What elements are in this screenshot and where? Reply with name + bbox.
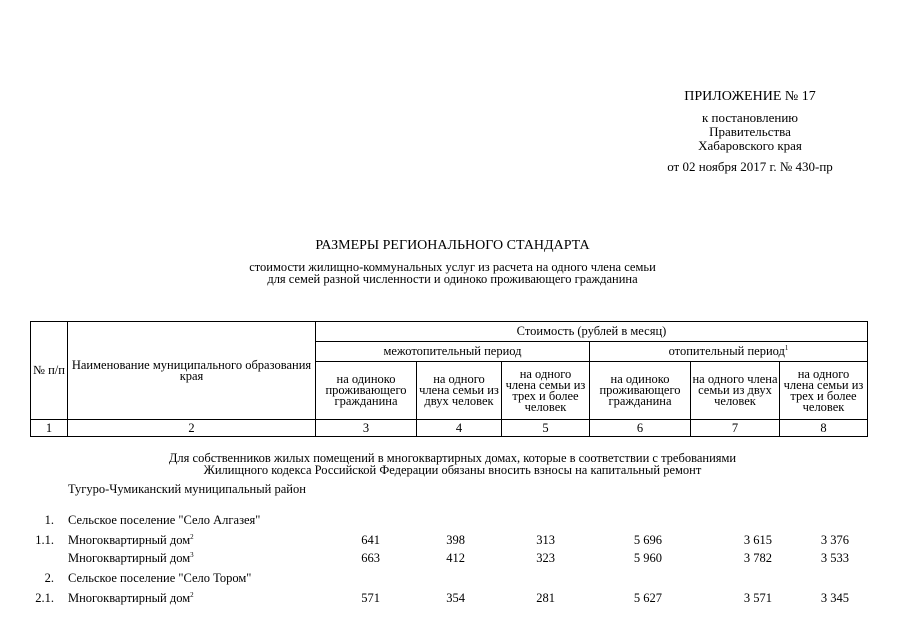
- subtitle-line-2: для семей разной численности и одиноко проживающего гражданина: [267, 272, 638, 286]
- table-row: [0, 571, 905, 586]
- row-value: 3 345: [820, 591, 849, 605]
- header-name: Наименование муниципального образования края: [68, 322, 316, 420]
- row-value: 3 376: [820, 533, 849, 547]
- column-index: 8: [780, 420, 868, 437]
- attachment-line-2: Правительства: [709, 124, 791, 139]
- footnote-marker: 2: [190, 590, 194, 599]
- header-number: № п/п: [31, 322, 68, 420]
- header-heating-period: [590, 342, 868, 362]
- column-index: 5: [502, 420, 590, 437]
- column-index: 2: [68, 420, 316, 437]
- attachment-line-1: к постановлению: [701, 110, 799, 125]
- row-value: 412: [446, 551, 465, 565]
- row-name: Многоквартирный дом$^3$: [68, 550, 194, 565]
- header-three-heating: на одного члена семьи из трех и более человек: [780, 362, 868, 420]
- table-row: [0, 533, 905, 548]
- row-value: 5 696: [633, 533, 662, 547]
- table-row: [0, 513, 905, 528]
- row-name: Тугуро-Чумиканский муниципальный район: [68, 482, 306, 496]
- row-number: 2.1.: [35, 591, 54, 605]
- section-note-line-1: Для собственников жилых помещений в многоквартирных домах, которые в соответствии с требованиями: [168, 451, 737, 465]
- row-number: 1.1.: [35, 533, 54, 547]
- subtitle-line-1: стоимости жилищно-коммунальных услуг из расчета на одного члена семьи: [249, 260, 656, 274]
- header-single-nonheating: на одиноко проживающего гражданина: [316, 362, 417, 420]
- column-index: 1: [31, 420, 68, 437]
- row-value: 3 615: [743, 533, 772, 547]
- row-value: 323: [536, 551, 555, 565]
- column-index: 3: [316, 420, 417, 437]
- header-single-heating: на одиноко проживающего гражданина: [590, 362, 691, 420]
- header-cost: Стоимость (рублей в месяц): [316, 322, 868, 342]
- row-name: Сельское поселение "Село Алгазея": [68, 513, 261, 527]
- row-value: 281: [536, 591, 555, 605]
- row-value: 663: [361, 551, 380, 565]
- row-name: Многоквартирный дом$^2$: [68, 532, 194, 547]
- attachment-number: ПРИЛОЖЕНИЕ № 17: [684, 89, 816, 104]
- row-value: 3 533: [820, 551, 849, 565]
- row-value: 3 782: [743, 551, 772, 565]
- row-value: 354: [446, 591, 465, 605]
- header-three-nonheating: на одного члена семьи из трех и более человек: [502, 362, 590, 420]
- section-note: [0, 452, 905, 476]
- heating-period-label: отопительный период: [668, 344, 785, 358]
- footnote-marker: 3: [190, 550, 194, 559]
- attachment-date: от 02 ноября 2017 г. № 430-пр: [667, 159, 833, 174]
- row-value: 571: [361, 591, 380, 605]
- footnote-marker: 2: [190, 532, 194, 541]
- row-value: 313: [536, 533, 555, 547]
- row-value: 641: [361, 533, 380, 547]
- column-index: 7: [691, 420, 780, 437]
- header-two-nonheating: на одного члена семьи из двух человек: [417, 362, 502, 420]
- row-value: 3 571: [743, 591, 772, 605]
- row-value: 5 627: [633, 591, 662, 605]
- row-number: 2.: [44, 571, 54, 585]
- header-two-heating: на одного члена семьи из двух человек: [691, 362, 780, 420]
- document-title: РАЗМЕРЫ РЕГИОНАЛЬНОГО СТАНДАРТА: [315, 238, 590, 253]
- document-subtitle: [0, 261, 905, 285]
- cost-table: [30, 321, 868, 437]
- row-value: 5 960: [633, 551, 662, 565]
- row-name: Сельское поселение "Село Тором": [68, 571, 252, 585]
- table-row: [0, 483, 905, 498]
- attachment-block: [620, 90, 880, 174]
- table-row: [0, 551, 905, 566]
- section-note-line-2: Жилищного кодекса Российской Федерации обязаны вносить взносы на капитальный ремонт: [203, 463, 702, 477]
- heating-period-footnote: 1: [784, 343, 789, 352]
- row-value: 398: [446, 533, 465, 547]
- column-index: 6: [590, 420, 691, 437]
- header-nonheating-period: межотопительный период: [316, 342, 590, 362]
- row-number: 1.: [44, 513, 54, 527]
- attachment-line-3: Хабаровского края: [698, 138, 802, 153]
- table-row: [0, 591, 905, 606]
- row-name: Многоквартирный дом$^2$: [68, 590, 194, 605]
- column-index: 4: [417, 420, 502, 437]
